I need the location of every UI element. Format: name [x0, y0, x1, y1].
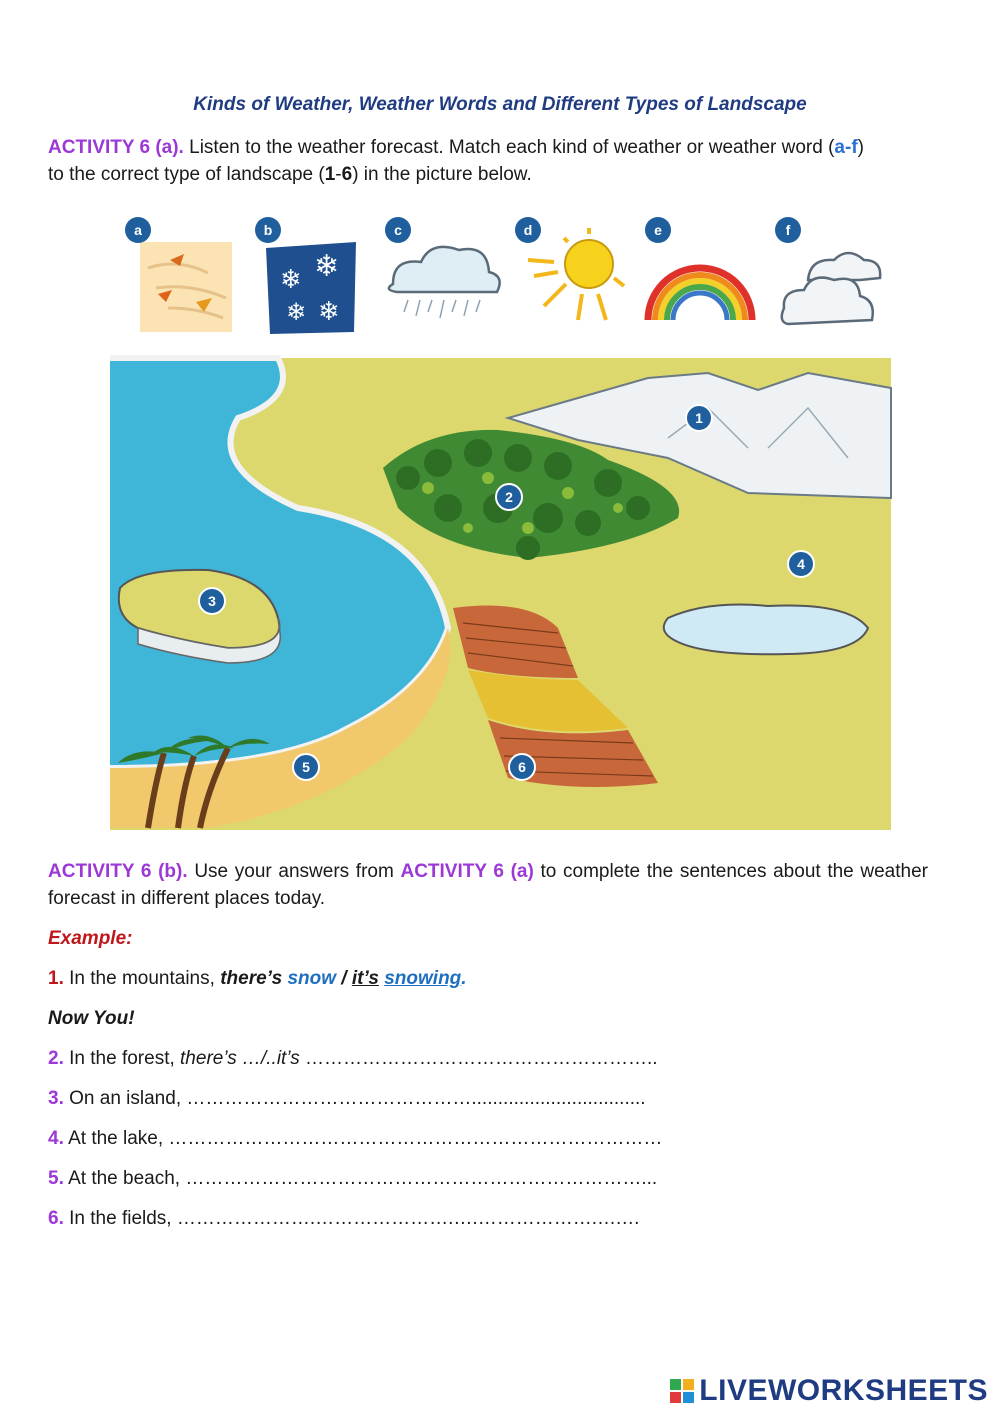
landscape-number-badge-2	[496, 484, 522, 510]
svg-text:b: b	[263, 222, 273, 238]
weather-letter-badge-a	[125, 217, 151, 243]
sentence-number: 2.	[48, 1048, 64, 1069]
range-start-letter: a	[834, 137, 845, 158]
example-answer-snow: snow	[287, 968, 336, 989]
range-end-letter: f	[851, 137, 858, 158]
svg-text:d: d	[523, 222, 533, 238]
svg-text:5: 5	[302, 759, 310, 775]
svg-text:c: c	[394, 222, 402, 238]
weather-icons-row	[125, 217, 880, 334]
weather-letter-badge-d	[515, 217, 541, 243]
worksheet-title: Kinds of Weather, Weather Words and Different Types of Landscape	[193, 94, 807, 115]
weather-landscape-illustration	[108, 208, 893, 833]
range-dash-2: -	[335, 164, 342, 185]
landscape-number-badge-1	[686, 405, 712, 431]
svg-text:❄: ❄	[286, 298, 307, 326]
example-label: Example:	[48, 928, 133, 949]
landscape-scene	[110, 358, 891, 830]
landscape-number-badge-5	[293, 754, 319, 780]
sentence-text: In the forest,	[63, 1048, 181, 1069]
answer-blank[interactable]: At the beach, ………………………………………………………………...	[63, 1168, 658, 1189]
svg-text:6: 6	[518, 759, 526, 775]
sentence-3	[48, 1088, 646, 1110]
example-text: In the mountains,	[63, 968, 221, 989]
activity-b-label: ACTIVITY 6 (b).	[48, 861, 188, 882]
activity-a-text-end: ) in the picture below.	[352, 164, 532, 185]
weather-letter-badge-b	[255, 217, 281, 243]
sentence-number: 4.	[48, 1128, 64, 1149]
answer-blank[interactable]: In the fields, ………………….………………….….……………….….…	[63, 1208, 641, 1229]
activity-a-text-close: )	[857, 137, 864, 158]
example-its: it’s	[351, 968, 379, 989]
now-you-heading: Now You!	[48, 1008, 135, 1029]
liveworksheets-logo	[669, 1374, 988, 1408]
weather-icon-a-windy	[140, 242, 232, 332]
svg-text:❄: ❄	[314, 249, 340, 284]
answer-blank[interactable]: At the lake, ……………………………………………………………………	[63, 1128, 663, 1149]
activity-b-text-2: to complete the sentences about the weather forecast in different places today.	[48, 861, 928, 909]
activity-a-instructions	[48, 134, 928, 188]
svg-text:a: a	[134, 222, 142, 238]
activity-b-text: Use your answers from	[187, 861, 401, 882]
activity-a-label: ACTIVITY 6 (a).	[48, 137, 184, 158]
svg-text:❄: ❄	[280, 265, 302, 295]
logo-icon	[669, 1378, 695, 1404]
weather-icon-e-rainbow	[648, 268, 752, 320]
activity-a-text-2: to the correct type of landscape (	[48, 164, 325, 185]
answer-blank[interactable]: On an island, ……………………………………….................................	[63, 1088, 646, 1109]
range-dash: -	[844, 137, 852, 158]
activity-b-instructions	[48, 858, 928, 912]
logo-text: LIVEWORKSHEETS	[699, 1374, 988, 1407]
example-slash: /	[336, 968, 352, 989]
weather-icon-f-cloudy	[782, 253, 880, 324]
sentence-5	[48, 1168, 657, 1190]
svg-text:f: f	[785, 222, 791, 238]
lake	[664, 605, 868, 655]
weather-letter-badge-c	[385, 217, 411, 243]
sentence-number: 5.	[48, 1168, 64, 1189]
sentence-number: 3.	[48, 1088, 64, 1109]
range-end-number: 6	[341, 164, 353, 185]
range-start-number: 1	[324, 164, 336, 185]
landscape-number-badge-3	[199, 588, 225, 614]
weather-icon-d-sun	[528, 228, 624, 320]
weather-letter-badge-f	[775, 217, 801, 243]
svg-text:1: 1	[695, 410, 703, 426]
sentence-number: 6.	[48, 1208, 64, 1229]
answer-blank[interactable]: ………………………………………………..	[299, 1048, 658, 1069]
svg-text:4: 4	[797, 556, 805, 572]
weather-icon-c-rain	[389, 247, 500, 318]
example-number: 1.	[48, 968, 64, 989]
landscape-number-badge-6	[509, 754, 535, 780]
sentence-6	[48, 1208, 640, 1230]
example-period: .	[461, 968, 467, 989]
weather-letter-badge-e	[645, 217, 671, 243]
example-theres: there’s	[220, 968, 283, 989]
svg-text:❄: ❄	[318, 297, 340, 327]
landscape-number-badge-4	[788, 551, 814, 577]
weather-icon-b-snow	[266, 242, 356, 334]
sentence-4	[48, 1128, 662, 1150]
example-answer-snowing: snowing	[384, 968, 462, 989]
svg-text:e: e	[654, 222, 662, 238]
activity-reference: ACTIVITY 6 (a)	[400, 861, 534, 882]
svg-text:3: 3	[208, 593, 216, 609]
svg-text:2: 2	[505, 489, 513, 505]
sentence-hint: there’s …/..it’s	[180, 1048, 300, 1069]
activity-a-text: Listen to the weather forecast. Match each kind of weather or weather word (	[183, 137, 835, 158]
example-sentence	[48, 968, 467, 990]
sentence-2	[48, 1048, 658, 1070]
